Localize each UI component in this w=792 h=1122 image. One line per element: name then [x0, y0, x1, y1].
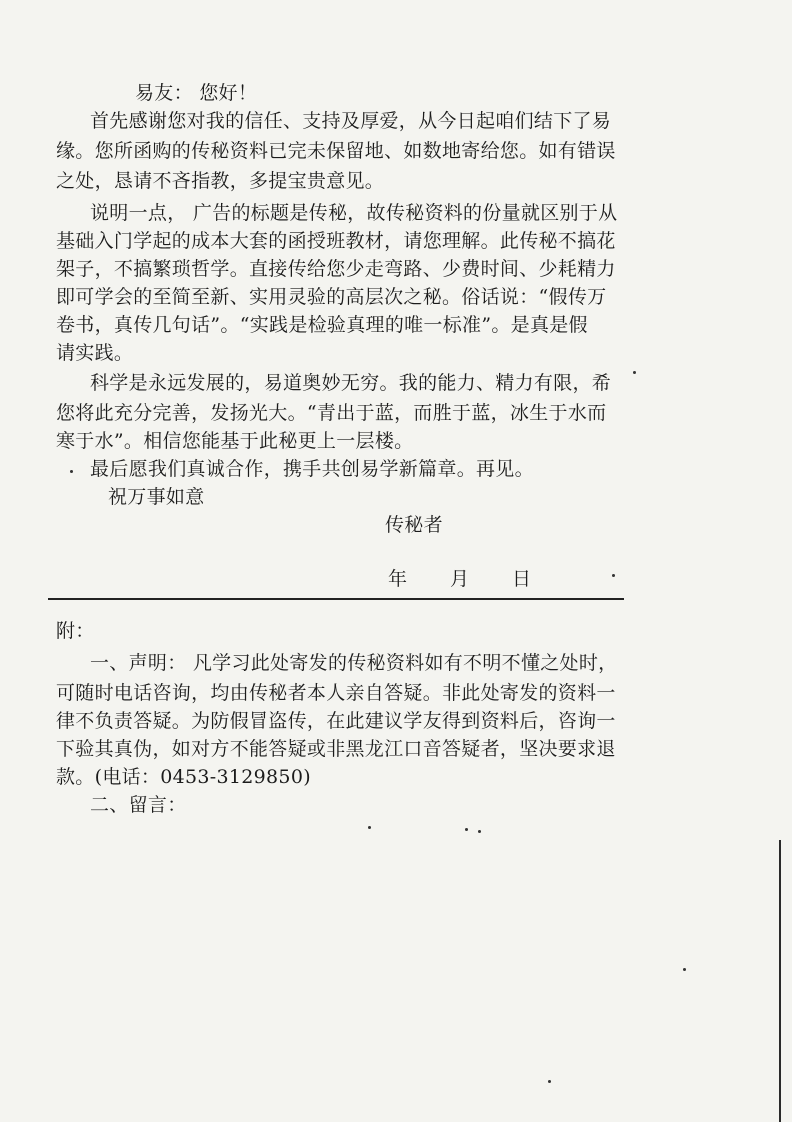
scan-speck — [548, 1080, 551, 1083]
letter-line: 缘。您所函购的传秘资料已完未保留地、如数地寄给您。如有错误 — [56, 140, 616, 162]
scan-speck — [70, 470, 73, 473]
letter-line: 基础入门学起的成本大套的函授班教材，请您理解。此传秘不搞花 — [56, 230, 616, 252]
date-day-label: 日 — [512, 568, 532, 590]
date-year-label: 年 — [388, 568, 408, 590]
letter-line: 最后愿我们真诚合作，携手共创易学新篇章。再见。 — [90, 458, 534, 480]
scan-speck — [683, 968, 686, 971]
date-month-label: 月 — [450, 568, 470, 590]
letter-line: 您将此充分完善，发扬光大。“青出于蓝，而胜于蓝，冰生于水而 — [56, 402, 607, 424]
letter-closing: 祝万事如意 — [108, 486, 205, 508]
letter-line: 即可学会的至简至新、实用灵验的高层次之秘。俗话说：“假传万 — [56, 286, 607, 308]
scan-speck — [465, 828, 468, 831]
appendix-line: 下验其真伪，如对方不能答疑或非黑龙江口音答疑者，坚决要求退 — [56, 738, 616, 760]
letter-line: 架子，不搞繁琐哲学。直接传给您少走弯路、少费时间、少耗精力 — [56, 258, 616, 280]
scan-speck — [612, 574, 615, 577]
letter-line: 寒于水”。相信您能基于此秘更上一层楼。 — [56, 430, 414, 452]
section-divider — [48, 598, 624, 600]
letter-line: 说明一点， 广告的标题是传秘，故传秘资料的份量就区别于从 — [90, 202, 618, 224]
letter-line: 之处，恳请不吝指教，多提宝贵意见。 — [56, 170, 385, 192]
appendix-heading: 附： — [56, 620, 95, 642]
appendix-line: 款。(电话：0453-3129850) — [56, 766, 311, 788]
scan-edge-line — [779, 840, 781, 1122]
letter-line: 首先感谢您对我的信任、支持及厚爱，从今日起咱们结下了易 — [90, 110, 612, 132]
appendix-line: 律不负责答疑。为防假冒盗传，在此建议学友得到资料后，咨询一 — [56, 710, 616, 732]
appendix-line: 二、留言： — [90, 794, 187, 816]
scan-speck — [368, 826, 371, 829]
appendix-line: 一、声明： 凡学习此处寄发的传秘资料如有不明不懂之处时， — [90, 652, 618, 674]
appendix-line: 可随时电话咨询，均由传秘者本人亲自答疑。非此处寄发的资料一 — [56, 682, 616, 704]
letter-line: 卷书，真传几句话”。“实践是检验真理的唯一标准”。是真是假 — [56, 314, 588, 336]
scan-speck — [633, 371, 636, 374]
letter-line: 科学是永远发展的，易道奥妙无穷。我的能力、精力有限，希 — [90, 372, 612, 394]
letter-greeting: 易友： 您好！ — [135, 82, 258, 104]
letter-line: 请实践。 — [56, 342, 134, 364]
letter-signature: 传秘者 — [385, 514, 443, 536]
scan-speck — [478, 830, 481, 833]
